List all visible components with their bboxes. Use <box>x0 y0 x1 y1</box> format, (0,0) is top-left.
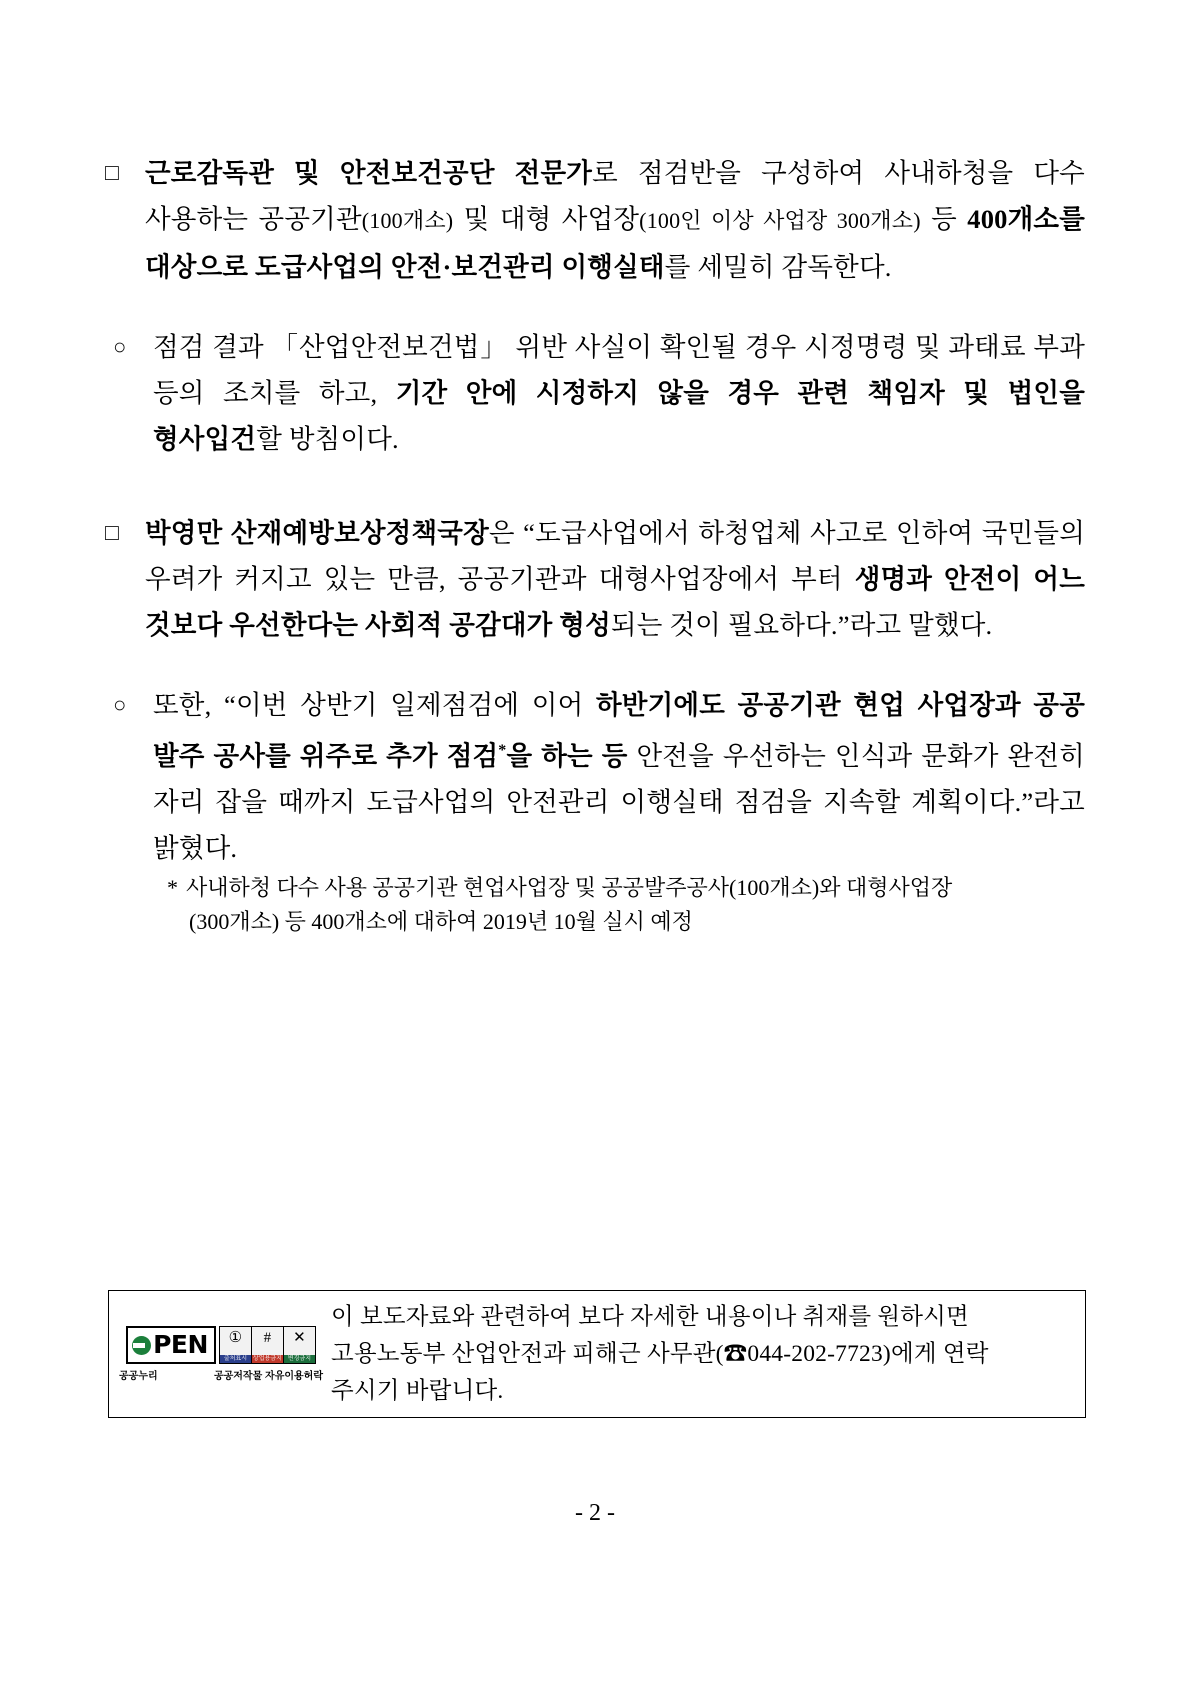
paragraph-text-1 <box>145 150 1085 290</box>
paragraph-block-4 <box>105 682 1085 871</box>
footnote <box>167 871 1085 939</box>
text-segment: (100인 이상 사업장 300개소) <box>639 208 921 233</box>
attribution-icon <box>219 1326 252 1364</box>
footnote-marker: * <box>498 742 507 759</box>
text-segment: 안전을 우선하는 인식과 문화가 완전히 자리 잡을 때까지 도급사업의 안전관리 이행실태 점검을 지속할 계획이다.”라고 밝혔다. <box>153 740 1085 863</box>
attribution-caption: 출처표시 <box>220 1355 251 1363</box>
noderivatives-glyph: ✕ <box>293 1330 306 1346</box>
text-segment: 생명과 안전이 어느 것보다 우선한다는 사회적 공감대가 형성 <box>145 564 1085 640</box>
bullet-square-icon: □ <box>105 520 119 545</box>
contact-line-2: 고용노동부 산업안전과 피해근 사무관(☎044-202-7723)에게 연락 <box>331 1340 989 1367</box>
noncommercial-icon <box>251 1326 284 1364</box>
text-segment: 은 “도급사업에서 하청업체 사고로 인하여 국민들의 우려가 커지고 있는 만큼, 공공기관과 대형사업장에서 부터 <box>145 518 1085 594</box>
open-logo-row <box>126 1326 316 1364</box>
open-word-text: PEN <box>153 1330 208 1359</box>
paragraph-block-1 <box>105 150 1085 290</box>
open-license-logo <box>117 1326 325 1382</box>
text-segment: 로 점검반을 구성하여 사내하청을 다수 사용하는 공공기관 <box>145 158 1085 234</box>
text-segment: 점검 결과 「산업안전보건법」 위반 사실이 확인될 경우 시정명령 및 과태료 부과 등의 조치를 하고, <box>153 332 1085 408</box>
bullet-circle-icon: ○ <box>113 334 127 359</box>
noncommercial-caption: 상업용금지 <box>252 1356 282 1362</box>
text-segment: 하반기에도 공공기관 현업 사업장과 공공 발주 공사를 위주로 추가 점검 <box>153 690 1085 771</box>
paragraph-block-3 <box>105 510 1085 648</box>
open-circle-icon <box>132 1336 151 1355</box>
logo-caption-left: 공공누리 <box>119 1371 158 1382</box>
contact-box <box>108 1290 1086 1418</box>
bullet-square-icon: □ <box>105 160 119 185</box>
noderivatives-icon <box>283 1326 316 1364</box>
paragraph-block-2 <box>105 324 1085 462</box>
text-segment: 등 <box>920 204 968 234</box>
text-segment: 또한, “이번 상반기 일제점검에 이어 <box>153 690 596 720</box>
logo-caption-right: 공공저작물 자유이용허락 <box>213 1371 323 1382</box>
paragraph-text-4 <box>153 682 1085 871</box>
open-wordmark <box>126 1326 216 1364</box>
attribution-glyph: ① <box>228 1330 243 1346</box>
text-segment: 를 세밀히 감독한다. <box>664 252 892 282</box>
noncommercial-glyph: # <box>263 1330 272 1346</box>
logo-captions <box>117 1367 325 1382</box>
footnote-star-icon: * <box>167 874 178 900</box>
text-segment: 박영만 산재예방보상정책국장 <box>145 518 489 548</box>
text-segment: 을 하는 등 <box>506 740 628 771</box>
footnote-line-1: 사내하청 다수 사용 공공기관 현업사업장 및 공공발주공사(100개소)와 대형사업장 <box>186 874 953 900</box>
contact-text <box>325 1299 1085 1410</box>
paragraph-text-3 <box>145 510 1085 648</box>
paragraph-text-2 <box>153 324 1085 462</box>
footnote-line-2: (300개소) 등 400개소에 대하여 2019년 10월 실시 예정 <box>189 908 693 934</box>
license-icon-strip <box>220 1326 316 1364</box>
text-segment: 및 대형 사업장 <box>453 204 640 234</box>
bullet-circle-icon: ○ <box>113 692 127 717</box>
contact-line-3: 주시기 바랍니다. <box>331 1377 504 1404</box>
noderivatives-caption: 변경금지 <box>284 1355 315 1363</box>
text-segment: 400개소를 대상으로 도급사업의 안전·보건관리 이행실태 <box>145 204 1085 282</box>
text-segment: (100개소) <box>361 208 454 233</box>
text-segment: 할 방침이다. <box>256 424 399 454</box>
page-number: - 2 - <box>575 1500 615 1526</box>
text-segment: 기간 안에 시정하지 않을 경우 관련 책임자 및 법인을 형사입건 <box>153 378 1085 454</box>
text-segment: 근로감독관 및 안전보건공단 전문가 <box>145 158 593 188</box>
contact-line-1: 이 보도자료와 관련하여 보다 자세한 내용이나 취재를 원하시면 <box>331 1303 969 1330</box>
text-segment: 되는 것이 필요하다.”라고 말했다. <box>610 610 993 640</box>
